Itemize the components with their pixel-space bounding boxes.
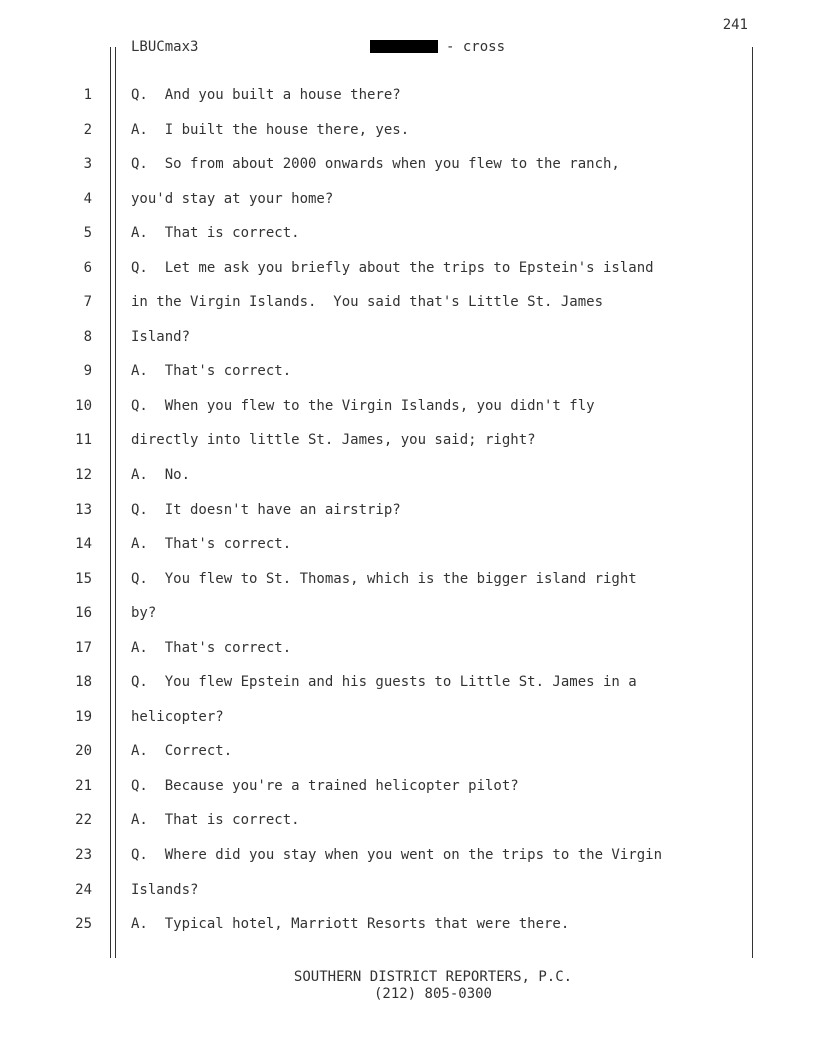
- transcript-line: [0, 803, 816, 838]
- footer-phone: (212) 805-0300: [373, 986, 492, 1002]
- footer-reporter-name: SOUTHERN DISTRICT REPORTERS, P.C.: [293, 969, 573, 985]
- line-number: 22: [75, 812, 92, 829]
- line-text: Q. When you flew to the Virgin Islands, you didn't fly: [131, 397, 595, 414]
- line-text: by?: [131, 605, 157, 622]
- line-number: 10: [75, 397, 92, 414]
- transcript-line: [0, 907, 816, 942]
- line-number: 6: [83, 259, 92, 276]
- line-text: in the Virgin Islands. You said that's Little St. James: [131, 294, 604, 311]
- transcript-line: [0, 527, 816, 562]
- header-title: - cross: [446, 39, 506, 55]
- line-number: 13: [75, 501, 92, 518]
- transcript-line: [0, 562, 816, 597]
- line-number: 12: [75, 467, 92, 484]
- line-text: A. That is correct.: [131, 225, 300, 242]
- line-text: Q. You flew Epstein and his guests to Little St. James in a: [131, 674, 637, 691]
- line-number: 16: [75, 605, 92, 622]
- line-text: you'd stay at your home?: [131, 190, 334, 207]
- line-number: 5: [83, 225, 92, 242]
- line-number: 15: [75, 570, 92, 587]
- line-number: 17: [75, 639, 92, 656]
- line-text: Q. Where did you stay when you went on the trips to the Virgin: [131, 847, 663, 864]
- page-number: 241: [722, 17, 748, 33]
- line-number: 25: [75, 916, 92, 933]
- line-number: 11: [75, 432, 92, 449]
- line-text: Q. Because you're a trained helicopter pilot?: [131, 777, 519, 794]
- line-number: 18: [75, 674, 92, 691]
- line-number: 9: [83, 363, 92, 380]
- transcript-line: [0, 320, 816, 355]
- line-text: A. I built the house there, yes.: [131, 121, 410, 138]
- header-case-code: LBUCmax3: [131, 39, 199, 55]
- transcript-line: [0, 596, 816, 631]
- line-number: 20: [75, 743, 92, 760]
- line-text: Islands?: [131, 881, 199, 898]
- line-text: A. That's correct.: [131, 363, 292, 380]
- line-number: 19: [75, 708, 92, 725]
- transcript-line: [0, 769, 816, 804]
- line-number: 2: [83, 121, 92, 138]
- transcript-line: [0, 285, 816, 320]
- line-text: Q. And you built a house there?: [131, 87, 401, 103]
- line-number: 23: [75, 847, 92, 864]
- transcript-line: [0, 700, 816, 735]
- line-number: 4: [83, 190, 92, 207]
- transcript-line: [0, 389, 816, 424]
- line-number: 1: [83, 87, 92, 103]
- line-number: 21: [75, 777, 92, 794]
- line-number: 24: [75, 881, 92, 898]
- transcript-line: [0, 78, 816, 113]
- redaction-bar: [370, 40, 438, 53]
- transcript-line: [0, 838, 816, 873]
- line-text: A. No.: [131, 467, 191, 484]
- transcript-line: [0, 631, 816, 666]
- transcript-line: [0, 734, 816, 769]
- footer: [0, 969, 816, 1003]
- line-text: A. Typical hotel, Marriott Resorts that were there.: [131, 916, 570, 933]
- line-number: 14: [75, 536, 92, 553]
- transcript-line: [0, 493, 816, 528]
- line-text: A. That's correct.: [131, 639, 292, 656]
- line-text: Q. So from about 2000 onwards when you flew to the ranch,: [131, 156, 620, 173]
- transcript-line: [0, 354, 816, 389]
- line-number: 3: [83, 156, 92, 173]
- transcript-line: [0, 182, 816, 217]
- line-text: Q. It doesn't have an airstrip?: [131, 501, 401, 518]
- line-text: Q. You flew to St. Thomas, which is the bigger island right: [131, 570, 637, 587]
- transcript-lines: [0, 78, 816, 942]
- line-number: 7: [83, 294, 92, 311]
- line-text: A. Correct.: [131, 743, 233, 760]
- transcript-line: [0, 873, 816, 908]
- line-text: Island?: [131, 328, 191, 345]
- line-text: A. That's correct.: [131, 536, 292, 553]
- line-text: A. That is correct.: [131, 812, 300, 829]
- line-text: helicopter?: [131, 708, 224, 725]
- line-text: directly into little St. James, you said; right?: [131, 432, 536, 449]
- transcript-line: [0, 251, 816, 286]
- transcript-line: [0, 147, 816, 182]
- transcript-line: [0, 216, 816, 251]
- transcript-line: [0, 113, 816, 148]
- line-number: 8: [83, 328, 92, 345]
- line-text: Q. Let me ask you briefly about the trips to Epstein's island: [131, 259, 654, 276]
- transcript-line: [0, 458, 816, 493]
- transcript-line: [0, 423, 816, 458]
- transcript-line: [0, 665, 816, 700]
